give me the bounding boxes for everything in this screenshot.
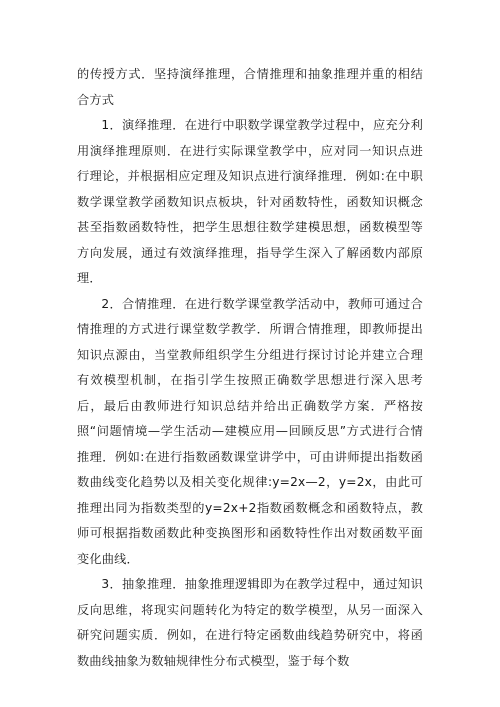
document-body [77, 62, 423, 674]
paragraph-plausible-reasoning: 2．合情推理．在进行数学课堂教学活动中，教师可通过合情推理的方式进行课堂数学教学．所谓合情推理，即教师提出知识点源由，当堂教师组织学生分组进行探讨讨论并建立合理有效模型机制，在指引学生按照正确数学思想进行深入思考后，最后由教师进行知识总结并给出正确数学方案．严格按照“问题情境—学生活动—建模应用—回顾反思”方式进行合情推理．例如:在进行指数函数课堂讲学中，可由讲师提出指数函数曲线变化趋势以及相关变化规律:y=2x—2，y=2x，由此可推理出同为指数类型的y=2x+2指数函数概念和函数特点，教师可根据指数函数此种变换图形和函数特性作出对数函数平面变化曲线． [77, 296, 423, 566]
paragraph-deductive-reasoning: 1．演绎推理．在进行中职数学课堂教学过程中，应充分利用演绎推理原则．在进行实际课堂教学中，应对同一知识点进行理论，并根据相应定理及知识点进行演绎推理．例如:在中职数学课堂教学函数知识点板块，针对函数特性，函数知识概念甚至指数函数特性，把学生思想往数学建模思想，函数模型等方向发展，通过有效演绎推理，指导学生深入了解函数内部原理． [77, 118, 423, 285]
paragraph-abstract-reasoning: 3．抽象推理．抽象推理逻辑即为在教学过程中，通过知识反向思维，将现实问题转化为特定的数学模型，从另一面深入研究问题实质．例如，在进行特定函数曲线趋势研究中，将函数曲线抽象为数轴规律性分布式模型，鉴于每个数 [77, 577, 423, 668]
paragraph-intro-continuation: 的传授方式．坚持演绎推理，合情推理和抽象推理并重的相结合方式 [77, 67, 423, 107]
